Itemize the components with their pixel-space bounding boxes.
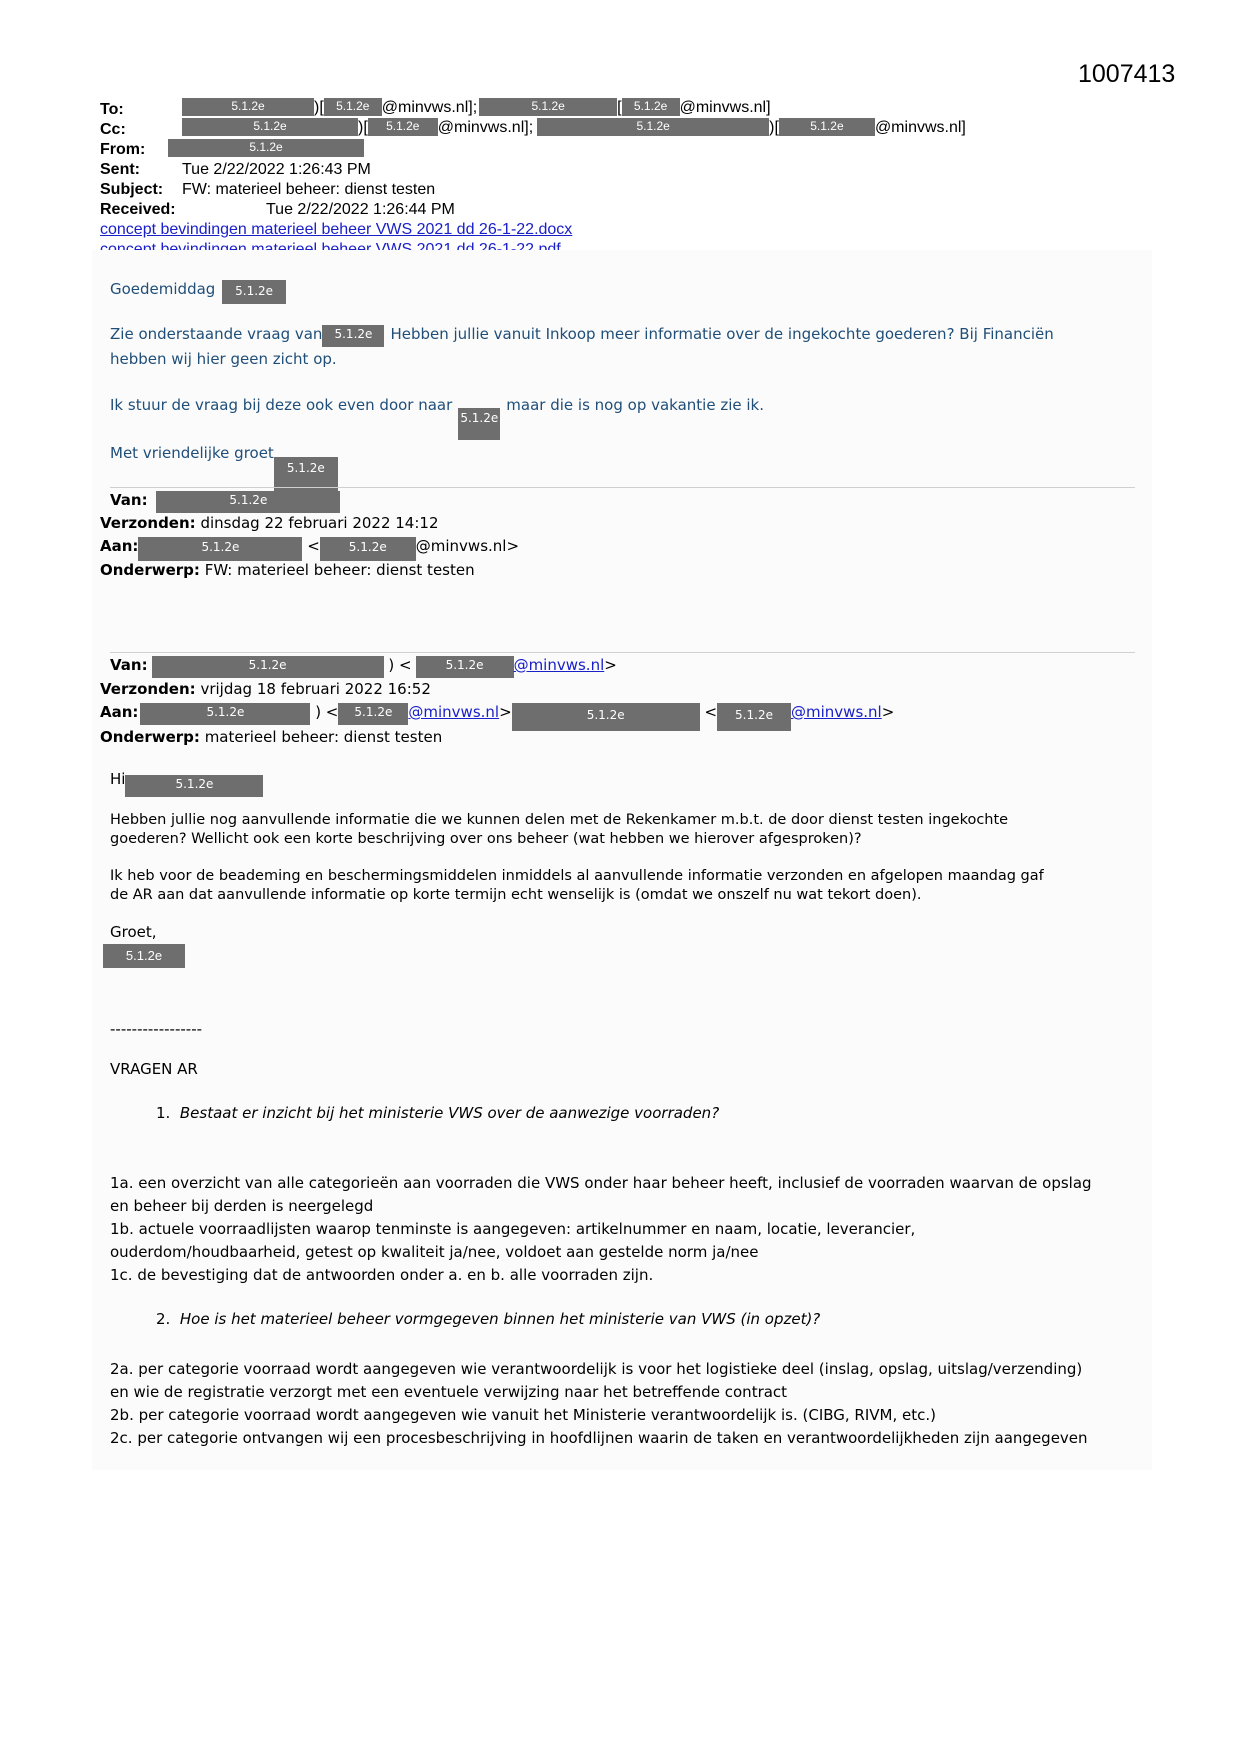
redaction: 5.1.2e	[156, 491, 340, 513]
redaction: 5.1.2e	[320, 537, 416, 561]
redaction: 5.1.2e	[512, 703, 700, 731]
to-label: To:	[100, 101, 124, 118]
separator-line	[110, 487, 1135, 488]
redaction: 5.1.2e	[479, 98, 617, 116]
q2a-line1: 2a. per categorie voorraad wordt aangegeven wie verantwoordelijk is voor het logistieke deel (inslag, opslag, uitslag/verzending)	[110, 1360, 1083, 1378]
redaction: 5.1.2e	[138, 537, 302, 561]
cc-label: Cc:	[100, 121, 126, 138]
fw2-aan-row: Aan: 5.1.2e ) < 5.1.2e @minvws.nl> 5.1.2e < 5.1.2e @minvws.nl>	[100, 703, 894, 731]
separator-line	[110, 652, 1135, 653]
subject-label: Subject:	[100, 181, 164, 198]
sent-label: Sent:	[100, 161, 140, 178]
redaction: 5.1.2e	[537, 118, 769, 136]
redaction: 5.1.2e	[168, 139, 364, 157]
question-2: 2. Hoe is het materieel beheer vormgegeven binnen het ministerie van VWS (in opzet)?	[156, 1310, 821, 1328]
question-1: 1. Bestaat er inzicht bij het ministerie VWS over de aanwezige voorraden?	[156, 1104, 720, 1122]
separator-dashes: -----------------	[110, 1020, 203, 1038]
redaction: 5.1.2e	[125, 775, 263, 797]
redaction: 5.1.2e	[368, 118, 438, 136]
redaction: 5.1.2e	[416, 656, 514, 678]
redaction: 5.1.2e	[182, 118, 358, 136]
fw2-verzonden-row: Verzonden: vrijdag 18 februari 2022 16:52	[100, 680, 431, 698]
msg2-greeting: Hi 5.1.2e	[110, 770, 263, 797]
msg2-paragraph2-line1: Ik heb voor de beademing en beschermingsmiddelen inmiddels al aanvullende informatie verzonden en afgelopen maandag gaf	[110, 868, 1044, 884]
redaction: 5.1.2e	[338, 703, 408, 725]
redaction: 5.1.2e	[322, 325, 384, 347]
email-link[interactable]: @minvws.nl	[513, 656, 605, 674]
received-value: Tue 2/22/2022 1:26:44 PM	[266, 201, 455, 218]
redaction: 5.1.2e	[152, 656, 384, 678]
msg2-groet: Groet,	[110, 923, 157, 941]
redaction: 5.1.2e	[222, 280, 286, 304]
msg2-paragraph2-line2: de AR aan dat aanvullende informatie op korte termijn echt wenselijk is (omdat we onszelf nu wat tekort doen).	[110, 887, 922, 903]
q1b-line1: 1b. actuele voorraadlijsten waarop tenminste is aangegeven: artikelnummer en naam, locatie, leverancier,	[110, 1220, 916, 1238]
msg1-closing: Met vriendelijke groet5.1.2e	[110, 444, 338, 493]
msg2-signature	[103, 944, 185, 968]
q1a-line2: en beheer bij derden is neergelegd	[110, 1197, 374, 1215]
msg2-paragraph1-line1: Hebben jullie nog aanvullende informatie die we kunnen delen met de Rekenkamer m.b.t. de door dienst testen ingekochte	[110, 812, 1009, 828]
greeting: Goedemiddag 5.1.2e	[110, 280, 286, 304]
attachment-link-docx[interactable]: concept bevindingen materieel beheer VWS 2021 dd 26-1-22.docx	[100, 221, 573, 238]
email-link[interactable]: @minvws.nl	[791, 703, 882, 721]
q2b: 2b. per categorie voorraad wordt aangegeven wie vanuit het Ministerie verantwoordelijk is. (CIBG, RIVM, etc.)	[110, 1406, 936, 1424]
msg1-paragraph1-line2: hebben wij hier geen zicht op.	[110, 350, 337, 368]
redaction: 5.1.2e	[622, 98, 680, 116]
q1b-line2: ouderdom/houdbaarheid, getest op kwaliteit ja/nee, voldoet aan gestelde norm ja/nee	[110, 1243, 759, 1261]
fw1-onderwerp-row: Onderwerp: FW: materieel beheer: dienst testen	[100, 561, 475, 579]
fw1-aan-row: Aan: 5.1.2e < 5.1.2e @minvws.nl>	[100, 537, 519, 561]
q2a-line2: en wie de registratie verzorgt met een eventuele verwijzing naar het betreffende contract	[110, 1383, 788, 1401]
redaction: 5.1.2e	[458, 408, 500, 440]
email-link[interactable]: @minvws.nl	[408, 703, 500, 721]
questions-title: VRAGEN AR	[110, 1060, 198, 1078]
redaction: 5.1.2e	[717, 703, 791, 731]
redaction: 5.1.2e	[324, 98, 382, 116]
cc-recipients: 5.1.2e )[ 5.1.2e @minvws.nl]; 5.1.2e )[ 5.1.2e @minvws.nl]	[182, 118, 966, 138]
q1a-line1: 1a. een overzicht van alle categorieën aan voorraden die VWS onder haar beheer heeft, inclusief de voorraden waarvan de opslag	[110, 1174, 1092, 1192]
fw1-verzonden-row: Verzonden: dinsdag 22 februari 2022 14:12	[100, 514, 439, 532]
from-value	[168, 139, 364, 159]
to-row	[100, 100, 124, 120]
q1c: 1c. de bevestiging dat de antwoorden onder a. en b. alle voorraden zijn.	[110, 1266, 654, 1284]
sent-value: Tue 2/22/2022 1:26:43 PM	[182, 161, 371, 178]
to-recipients: 5.1.2e )[ 5.1.2e @minvws.nl]; 5.1.2e [ 5.1.2e @minvws.nl]	[182, 98, 771, 118]
redaction: 5.1.2e	[274, 457, 338, 493]
received-label: Received:	[100, 201, 176, 218]
redaction: 5.1.2e	[182, 98, 314, 116]
msg1-paragraph1-line1: Zie onderstaande vraag van 5.1.2e Hebben jullie vanuit Inkoop meer informatie over de ingekochte goederen? Bij Financiën	[110, 325, 1054, 347]
redaction: 5.1.2e	[779, 118, 875, 136]
subject-value: FW: materieel beheer: dienst testen	[182, 181, 436, 198]
msg1-paragraph2: Ik stuur de vraag bij deze ook even door naar5.1.2emaar die is nog op vakantie zie ik.	[110, 396, 764, 440]
from-label: From:	[100, 141, 146, 158]
q2c: 2c. per categorie ontvangen wij een procesbeschrijving in hoofdlijnen waarin de taken en verantwoordelijkheden zijn aangegeven	[110, 1429, 1088, 1447]
redaction: 5.1.2e	[140, 703, 310, 725]
msg2-paragraph1-line2: goederen? Wellicht ook een korte beschrijving over ons beheer (wat hebben we hierover afgesproken)?	[110, 831, 862, 847]
document-number: 1007413	[1078, 60, 1176, 88]
redaction: 5.1.2e	[103, 944, 185, 968]
fw1-van-row: Van: 5.1.2e	[110, 491, 340, 513]
fw2-onderwerp-row: Onderwerp: materieel beheer: dienst testen	[100, 728, 443, 746]
fw2-van-row: Van: 5.1.2e ) < 5.1.2e @minvws.nl>	[110, 656, 617, 678]
